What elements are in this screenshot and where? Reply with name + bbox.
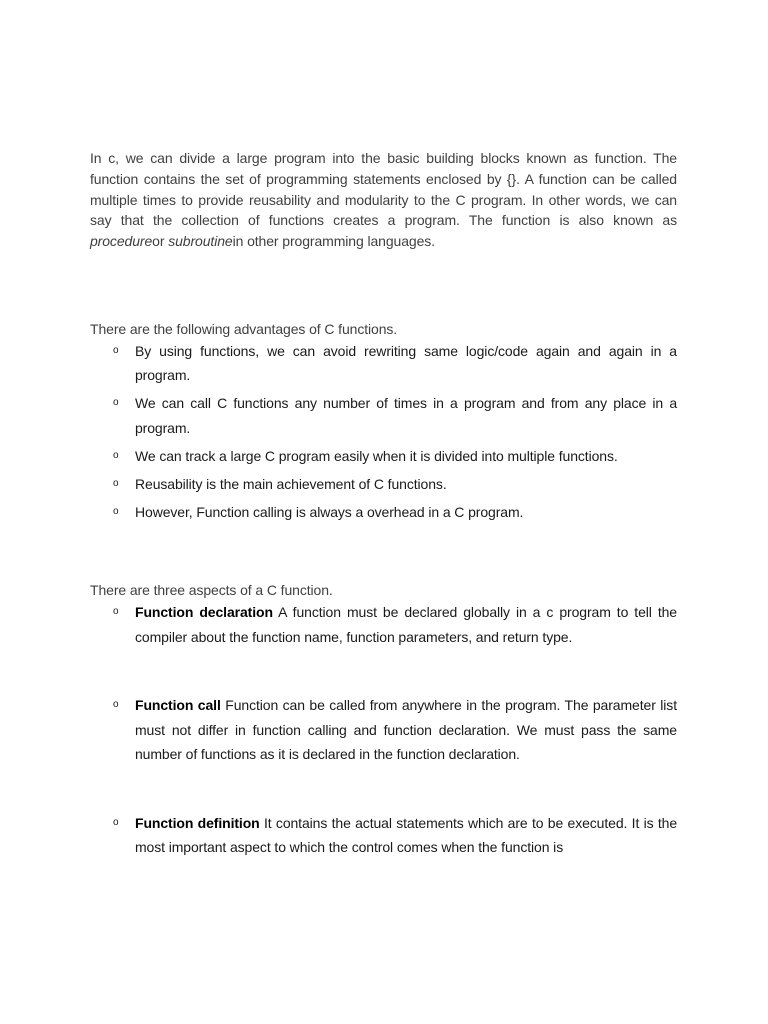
document-page bbox=[90, 148, 677, 904]
bullet-icon: o bbox=[113, 344, 119, 356]
list-item bbox=[90, 391, 677, 440]
aspect-term-declaration: Function declaration bbox=[135, 604, 273, 621]
advantages-heading: There are the following advantages of C functions. bbox=[90, 320, 398, 337]
bullet-icon: o bbox=[113, 699, 119, 711]
intro-text-1: In c, we can divide a large program into the basic building blocks known as function. The function contains the set of programming statements enclosed by {}. A function can be called multiple times to provide reusability and modularity to the C program. In other words, we can say that the collection of functions creates a program. The function is also known as bbox=[90, 150, 677, 229]
advantages-list bbox=[90, 339, 677, 525]
list-item-text: We can call C functions any number of times in a program and from any place in a program. bbox=[135, 395, 677, 436]
intro-term-subroutine: subroutine bbox=[168, 233, 233, 250]
list-item-text: By using functions, we can avoid rewriting same logic/code again and again in a program. bbox=[135, 342, 677, 384]
aspect-description: It contains the actual statements which are to be executed. It is the most important aspect to which the control comes when the function is bbox=[135, 814, 678, 856]
list-item bbox=[90, 472, 677, 497]
aspect-description: Function can be called from anywhere in the program. The parameter list must not differ in function calling and function declaration. We must pass the same number of functions as it is declared in the function declaration. bbox=[135, 697, 677, 763]
list-item bbox=[90, 500, 677, 525]
intro-text-2: or bbox=[152, 233, 169, 250]
list-item bbox=[90, 339, 677, 388]
bullet-icon: o bbox=[113, 505, 119, 517]
aspect-term-call: Function call bbox=[135, 697, 221, 714]
bullet-icon: o bbox=[113, 477, 119, 489]
bullet-icon: o bbox=[113, 397, 119, 409]
aspects-heading: There are three aspects of a C function. bbox=[90, 582, 333, 599]
list-item-text: We can track a large C program easily when it is divided into multiple functions. bbox=[135, 447, 618, 464]
intro-paragraph bbox=[90, 148, 677, 252]
bullet-icon: o bbox=[113, 449, 119, 461]
list-item-text: Reusability is the main achievement of C functions. bbox=[135, 475, 447, 492]
bullet-icon: o bbox=[113, 816, 119, 828]
list-item bbox=[90, 693, 677, 767]
aspect-term-definition: Function definition bbox=[135, 814, 260, 831]
intro-text-3: in other programming languages. bbox=[232, 233, 435, 250]
list-item bbox=[90, 811, 677, 860]
list-item bbox=[90, 600, 677, 649]
bullet-icon: o bbox=[113, 606, 119, 618]
list-item bbox=[90, 444, 677, 469]
aspects-list bbox=[90, 600, 677, 860]
list-item-text: However, Function calling is always a overhead in a C program. bbox=[135, 503, 524, 520]
intro-term-procedure: procedure bbox=[90, 233, 153, 250]
aspect-description: A function must be declared globally in a c program to tell the compiler about the function name, function parameters, and return type. bbox=[135, 604, 677, 645]
